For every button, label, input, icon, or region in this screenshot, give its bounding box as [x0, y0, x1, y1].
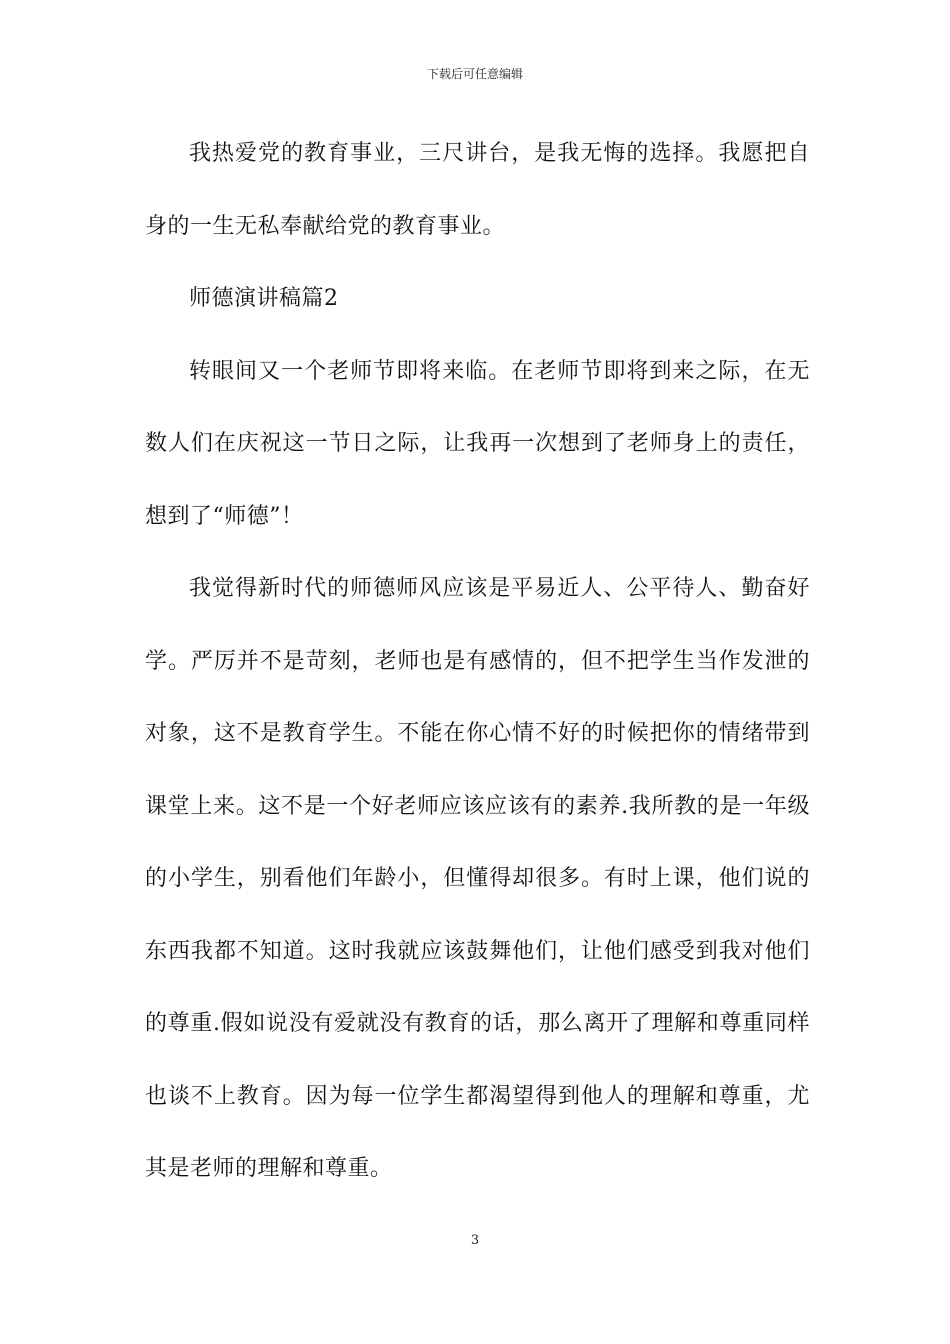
document-body [145, 118, 810, 1206]
paragraph-2: 转眼间又一个老师节即将来临。在老师节即将到来之际，在无数人们在庆祝这一节日之际，让我再一次想到了老师身上的责任，想到了“师德”！ [145, 358, 810, 529]
page-number: 3 [470, 1233, 480, 1248]
section-heading: 师德演讲稿篇2 [189, 286, 339, 311]
paragraph-1: 我热爱党的教育事业，三尺讲台，是我无悔的选择。我愿把自身的一生无私奉献给党的教育事业。 [145, 141, 810, 239]
paragraph-3: 我觉得新时代的师德师风应该是平易近人、公平待人、勤奋好学。严厉并不是苛刻，老师也是有感情的，但不把学生当作发泄的对象，这不是教育学生。不能在你心情不好的时候把你的情绪带到课堂上来。这不是一个好老师应该应该有的素养.我所教的是一年级的小学生，别看他们年龄小，但懂得却很多。有时上课，他们说的东西我都不知道。这时我就应该鼓舞他们，让他们感受到我对他们的尊重.假如说没有爱就没有教育的话，那么离开了理解和尊重同样也谈不上教育。因为每一位学生都渴望得到他人的理解和尊重，尤其是老师的理解和尊重。 [145, 576, 810, 1181]
header-note: 下载后可任意编辑 [426, 67, 523, 81]
